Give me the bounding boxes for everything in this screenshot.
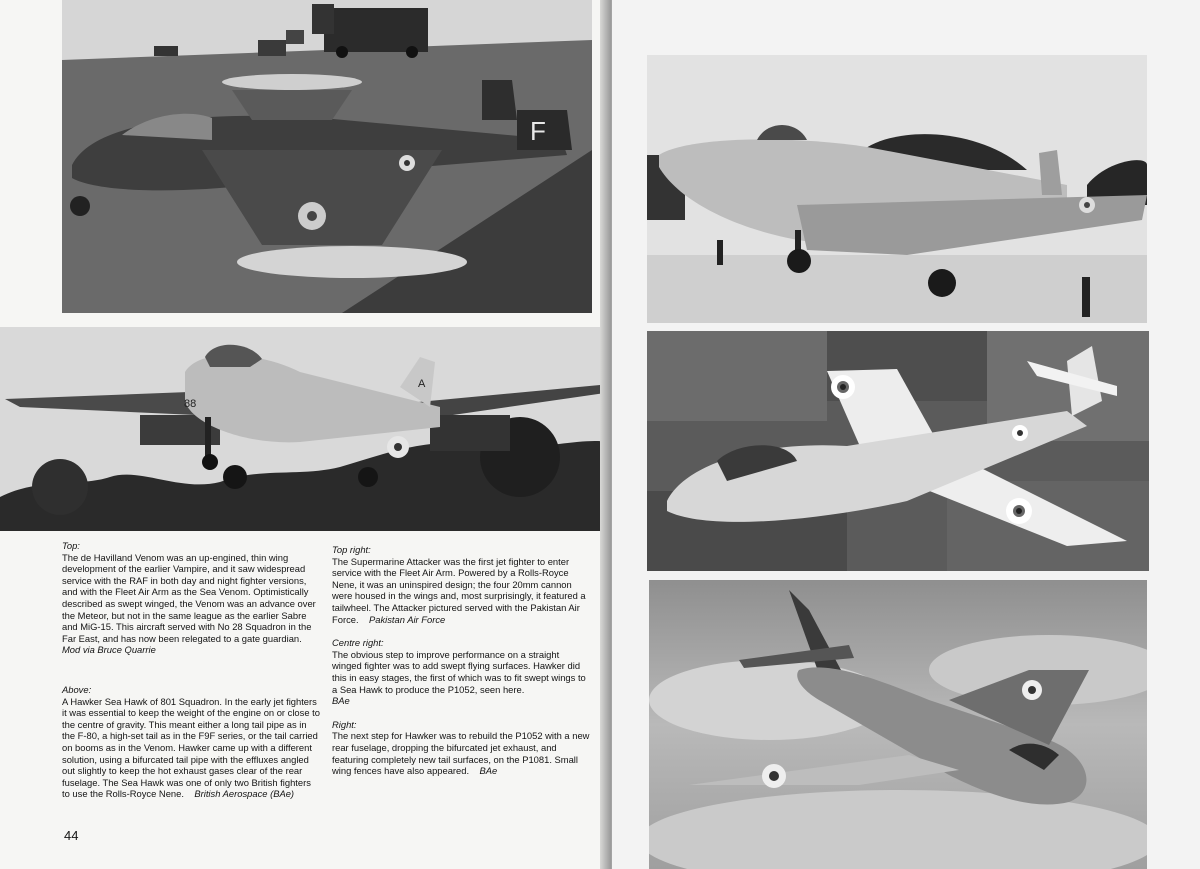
- caption-above-heading: Above:: [62, 684, 92, 695]
- caption-above-credit: British Aerospace (BAe): [194, 788, 295, 800]
- caption-centre-right-text: The obvious step to improve performance on a straight winged fighter was to add swept flying surfaces. Hawker did this in easy stages, the first of which was to fit swept wings to a Sea Hawk to produce the P1052, seen here.: [332, 648, 586, 695]
- photo-sea-hawk-801-squadron: [0, 327, 608, 531]
- caption-centre-right-heading: Centre right:: [332, 637, 384, 649]
- caption-above: [62, 684, 320, 812]
- caption-right-heading: Right:: [332, 718, 357, 730]
- caption-column-right: [332, 544, 590, 789]
- caption-top-right-heading: Top right:: [332, 544, 371, 555]
- caption-centre-right-credit: BAe: [332, 695, 350, 707]
- caption-top-credit: Mod via Bruce Quarrie: [62, 644, 156, 656]
- caption-above-text: [62, 696, 320, 800]
- caption-right-credit: BAe: [479, 765, 498, 777]
- page-number: 44: [64, 828, 79, 843]
- photo-supermarine-attacker: [647, 55, 1147, 323]
- photo-venom-gate-guardian: [62, 0, 592, 313]
- caption-top: [62, 540, 320, 668]
- caption-top-right-text-wrap: [332, 556, 590, 626]
- caption-top-text: The de Havilland Venom was an up-engined, thin wing development of the earlier Vampire, and it saw widespread service with the RAF in both day and night fighter versions, and with the Fleet Air Arm as the Sea Venom. Optimistically described as swept winged, the Venom was an advance over the Meteor, but not in the same league as the earlier Sabre and MiG-15. This aircraft served with No 28 Squadron in the Far East, and has now been relegated to a gate guardian.: [62, 551, 316, 644]
- caption-above-text-body: A Hawker Sea Hawk of 801 Squadron. In the early jet fighters it was essential to keep the weight of the engine on or close to the centre of gravity. This meant either a long tail pipe as in the F-80, a high-set tail as in the F9F series, or the tail carried on booms as in the Venom. Hawker came up with a different solution, using a bifurcated tail pipe with the effluxes angled out slightly to keep the hot exhaust gases clear of the rear fuselage. The Sea Hawk was one of only two British fighters to use the Rolls-Royce Nene.: [62, 695, 320, 800]
- seahawk-nose-number: 88: [184, 398, 197, 410]
- caption-right-text-wrap: [332, 730, 590, 776]
- venom-fin-code: F: [530, 116, 546, 146]
- seahawk-fin-code: A: [418, 378, 426, 390]
- caption-top-heading: Top:: [62, 540, 80, 551]
- photo-hawker-p1081: [649, 580, 1147, 869]
- right-page: [612, 0, 1200, 869]
- caption-right-text: The next step for Hawker was to rebuild the P1052 with a new rear fuselage, dropping the bifurcated jet exhaust, and featuring completely new tail surfaces, on the P1081. Small wing fences have also appeared.: [332, 730, 590, 777]
- photo-hawker-p1052: [647, 331, 1149, 571]
- caption-top-right-text: The Supermarine Attacker was the first jet fighter to enter service with the Fleet Air Arm. Powered by a Rolls-Royce Nene, it was an uninspired design; the four 20mm cannon were housed in the wings and, most surprisingly, it featured a tailwheel. The Attacker pictured served with the Pakistan Air Force.: [332, 555, 586, 625]
- caption-top-right-credit: Pakistan Air Force: [369, 613, 446, 625]
